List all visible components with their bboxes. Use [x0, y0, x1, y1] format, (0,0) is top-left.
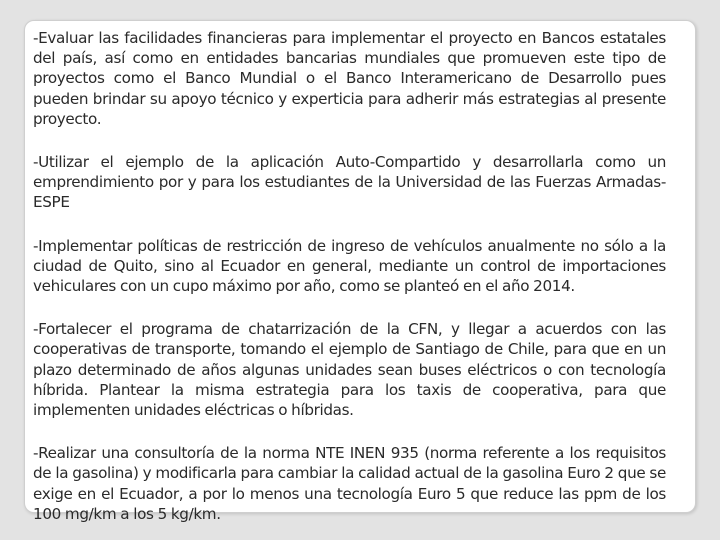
recommendations-text: [33, 28, 666, 524]
paragraph-scrapping-program: -Fortalecer el programa de chatarrización de la CFN, y llegar a acuerdos con las cooperativas de transporte, tomando el ejemplo de Santiago de Chile, para que en un plazo determinado de años algunas unidades sean buses eléctricos o con tecnología híbrida. Plantear la misma estrategia para los taxis de cooperativa, para que implementen unidades eléctricas o híbridas.: [33, 320, 666, 420]
paragraph-financing: -Evaluar las facilidades financieras para implementar el proyecto en Bancos estatales del país, así como en entidades bancarias mundiales que promueven este tipo de proyectos como el Banco Mundial o el Banco Interamericano de Desarrollo pues pueden brindar su apoyo técnico y experticia para adherir más estrategias al presente proyecto.: [33, 29, 666, 128]
paragraph-auto-compartido: -Utilizar el ejemplo de la aplicación Auto-Compartido y desarrollarla como un emprendimiento por y para los estudiantes de la Universidad de las Fuerzas Armadas-ESPE: [33, 153, 666, 212]
paragraph-vehicle-restriction: -Implementar políticas de restricción de ingreso de vehículos anualmente no sólo a la ciudad de Quito, sino al Ecuador en general, mediante un control de importaciones vehiculares con un cupo máximo por año, como se planteó en el año 2014.: [33, 236, 666, 296]
paragraph-fuel-standard: -Realizar una consultoría de la norma NTE INEN 935 (norma referente a los requisitos de la gasolina) y modificarla para cambiar la calidad actual de la gasolina Euro 2 que se exige en el Ecuador, a por lo menos una tecnología Euro 5 que reduce las ppm de los 100 mg/km a los 5 kg/km.: [33, 444, 666, 523]
